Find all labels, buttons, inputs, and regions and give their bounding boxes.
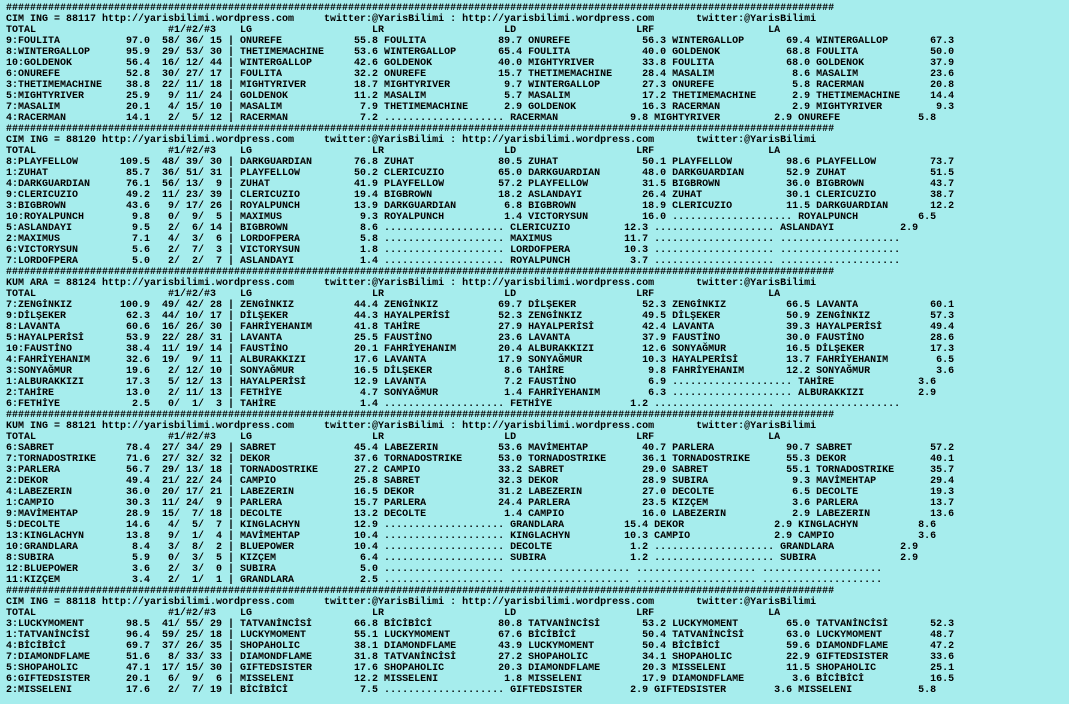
table-row: 6:FETHİYE 2.5 0/ 1/ 3 | TAHİRE 1.4 .................... FETHİYE 1.2 .................... .................... xyxy=(6,399,901,410)
table-row: 5:SHOPAHOLIC 47.1 17/ 15/ 30 | GIFTEDSISTER 17.6 SHOPAHOLIC 20.3 DIAMONDFLAME 20.3 MISSELENI 11.5 SHOPAHOLIC 25.1 xyxy=(6,663,955,674)
table-row: 10:GOLDENOK 56.4 16/ 12/ 44 | WINTERGALLOP 42.6 GOLDENOK 40.0 MIGHTYRIVER 33.8 FOULITA 68.0 GOLDENOK 37.9 xyxy=(6,58,955,69)
table-row: 1:ZUHAT 85.7 36/ 51/ 31 | PLAYFELLOW 50.2 CLERICUZIO 65.0 DARKGUARDIAN 48.0 DARKGUARDIAN 52.9 ZUHAT 51.5 xyxy=(6,168,955,179)
table-row: 3:SONYAĞMUR 19.6 2/ 12/ 10 | SONYAĞMUR 16.5 DİLŞEKER 8.6 TAHİRE 9.8 FAHRİYEHANIM 12.2 SONYAĞMUR 3.6 xyxy=(6,366,955,377)
separator-line: ########################################################################################################################################## xyxy=(6,267,835,278)
table-row: 7:TORNADOSTRIKE 71.6 27/ 32/ 32 | DEKOR 37.6 TORNADOSTRIKE 53.0 TORNADOSTRIKE 36.1 TORNADOSTRIKE 55.3 DEKOR 40.1 xyxy=(6,454,955,465)
column-headers: TOTAL #1/#2/#3 LG LR LD LRF LA xyxy=(6,25,781,36)
table-row: 6:VICTORYSUN 5.6 2/ 7/ 3 | VICTORYSUN 1.8 .................... LORDOFPERA 10.3 .................... .................... xyxy=(6,245,901,256)
table-row: 8:PLAYFELLOW 109.5 48/ 39/ 30 | DARKGUARDIAN 76.8 ZUHAT 80.5 ZUHAT 50.1 PLAYFELLOW 98.6 PLAYFELLOW 73.7 xyxy=(6,157,955,168)
race-header: KUM ARA = 88124 http://yarisbilimi.wordpress.com twitter:@YarisBilimi : http://yarisbilimi.wordpress.com twitter:@YarisBilimi xyxy=(6,278,817,289)
table-row: 3:THETIMEMACHINE 38.8 22/ 11/ 18 | MIGHTYRIVER 18.7 MIGHTYRIVER 9.7 WINTERGALLOP 27.3 ONUREFE 5.8 RACERMAN 20.8 xyxy=(6,80,955,91)
column-headers: TOTAL #1/#2/#3 LG LR LD LRF LA xyxy=(6,432,781,443)
table-row: 2:DEKOR 49.4 21/ 22/ 24 | CAMPIO 25.8 SABRET 32.3 DEKOR 28.9 SUBIRA 9.3 MAVİMEHTAP 29.4 xyxy=(6,476,955,487)
table-row: 5:ASLANDAYI 9.5 2/ 6/ 14 | BIGBROWN 8.6 .................... CLERICUZIO 12.3 .................... ASLANDAYI 2.9 xyxy=(6,223,919,234)
table-row: 11:KIZÇEM 3.4 2/ 1/ 1 | GRANDLARA 2.5 .................... .................... .................... .................... xyxy=(6,575,883,586)
table-row: 5:HAYALPERİSİ 53.9 22/ 28/ 31 | LAVANTA 25.5 FAUSTİNO 23.6 LAVANTA 37.9 FAUSTİNO 30.0 FAUSTİNO 28.6 xyxy=(6,333,955,344)
separator-line: ########################################################################################################################################## xyxy=(6,124,835,135)
table-row: 7:ZENGİNKIZ 100.9 49/ 42/ 28 | ZENGİNKIZ 44.4 ZENGİNKIZ 69.7 DİLŞEKER 52.3 ZENGİNKIZ 66.5 LAVANTA 60.1 xyxy=(6,300,955,311)
column-headers: TOTAL #1/#2/#3 LG LR LD LRF LA xyxy=(6,289,781,300)
table-row: 5:DECOLTE 14.6 4/ 5/ 7 | KINGLACHYN 12.9 .................... GRANDLARA 15.4 DEKOR 2.9 KINGLACHYN 8.6 xyxy=(6,520,937,531)
table-row: 7:DIAMONDFLAME 51.6 8/ 33/ 33 | DIAMONDFLAME 31.8 TATVANİNCİSİ 27.2 SHOPAHOLIC 34.1 SHOPAHOLIC 22.9 GIFTEDSISTER 33.6 xyxy=(6,652,955,663)
table-row: 4:RACERMAN 14.1 2/ 5/ 12 | RACERMAN 7.2 .................... RACERMAN 9.8 MIGHTYRIVER 2.9 ONUREFE 5.8 xyxy=(6,113,937,124)
table-row: 8:WINTERGALLOP 95.9 29/ 53/ 30 | THETIMEMACHINE 53.6 WINTERGALLOP 65.4 FOULITA 40.0 GOLDENOK 68.8 FOULITA 50.0 xyxy=(6,47,955,58)
table-row: 6:GIFTEDSISTER 20.1 6/ 9/ 6 | MISSELENI 12.2 MISSELENI 1.8 MISSELENI 17.9 DIAMONDFLAME 3.6 BİCİBİCİ 16.5 xyxy=(6,674,955,685)
table-row: 3:BIGBROWN 43.6 9/ 17/ 26 | ROYALPUNCH 13.9 DARKGUARDIAN 6.8 BIGBROWN 18.9 CLERICUZIO 11.5 DARKGUARDIAN 12.2 xyxy=(6,201,955,212)
table-row: 2:MAXIMUS 7.1 4/ 3/ 6 | LORDOFPERA 5.8 .................... MAXIMUS 11.7 .................... .................... xyxy=(6,234,901,245)
separator-line: ########################################################################################################################################## xyxy=(6,586,835,597)
table-row: 1:ALBURAKKIZI 17.3 5/ 12/ 13 | HAYALPERİSİ 12.9 LAVANTA 7.2 FAUSTİNO 6.9 .................... TAHİRE 3.6 xyxy=(6,377,937,388)
table-row: 7:MASALIM 20.1 4/ 15/ 10 | MASALIM 7.9 THETIMEMACHINE 2.9 GOLDENOK 16.3 RACERMAN 2.9 MIGHTYRIVER 9.3 xyxy=(6,102,955,113)
table-row: 8:SUBIRA 5.9 0/ 3/ 5 | KIZÇEM 6.4 .................... SUBIRA 1.2 .................... SUBIRA 2.9 xyxy=(6,553,919,564)
table-row: 10:FAUSTİNO 38.4 11/ 19/ 14 | FAUSTİNO 20.1 FAHRİYEHANIM 20.4 ALBURAKKIZI 12.6 SONYAĞMUR 16.5 DİLŞEKER 17.3 xyxy=(6,344,955,355)
race-header: CIM ING = 88120 http://yarisbilimi.wordpress.com twitter:@YarisBilimi : http://yarisbilimi.wordpress.com twitter:@YarisBilimi xyxy=(6,135,817,146)
table-row: 6:ONUREFE 52.8 30/ 27/ 17 | FOULITA 32.2 ONUREFE 15.7 THETIMEMACHINE 28.4 MASALIM 8.6 MASALIM 23.6 xyxy=(6,69,955,80)
table-row: 8:LAVANTA 60.6 16/ 26/ 30 | FAHRİYEHANIM 41.8 TAHİRE 27.9 HAYALPERİSİ 42.4 LAVANTA 39.3 HAYALPERİSİ 49.4 xyxy=(6,322,955,333)
table-row: 4:LABEZERIN 36.0 20/ 17/ 21 | LABEZERIN 16.5 DEKOR 31.2 LABEZERIN 27.0 DECOLTE 6.5 DECOLTE 19.3 xyxy=(6,487,955,498)
table-row: 1:CAMPIO 30.3 11/ 24/ 9 | PARLERA 15.7 PARLERA 24.4 PARLERA 23.5 KIZÇEM 3.6 PARLERA 13.7 xyxy=(6,498,955,509)
table-row: 3:PARLERA 56.7 29/ 13/ 18 | TORNADOSTRIKE 27.2 CAMPIO 33.2 SABRET 29.0 SABRET 55.1 TORNADOSTRIKE 35.7 xyxy=(6,465,955,476)
race-header: CIM ING = 88118 http://yarisbilimi.wordpress.com twitter:@YarisBilimi : http://yarisbilimi.wordpress.com twitter:@YarisBilimi xyxy=(6,597,817,608)
separator-line: ########################################################################################################################################## xyxy=(6,410,835,421)
table-row: 6:SABRET 78.4 27/ 34/ 29 | SABRET 45.4 LABEZERIN 53.6 MAVİMEHTAP 40.7 PARLERA 90.7 SABRET 57.2 xyxy=(6,443,955,454)
race-header: KUM ING = 88121 http://yarisbilimi.wordpress.com twitter:@YarisBilimi : http://yarisbilimi.wordpress.com twitter:@YarisBilimi xyxy=(6,421,817,432)
table-row: 4:FAHRİYEHANIM 32.6 19/ 9/ 11 | ALBURAKKIZI 17.6 LAVANTA 17.9 SONYAĞMUR 10.3 HAYALPERİSİ 13.7 FAHRİYEHANIM 6.5 xyxy=(6,355,955,366)
table-row: 10:ROYALPUNCH 9.8 0/ 9/ 5 | MAXIMUS 9.3 ROYALPUNCH 1.4 VICTORYSUN 16.0 .................... ROYALPUNCH 6.5 xyxy=(6,212,937,223)
table-row: 4:DARKGUARDIAN 76.1 56/ 13/ 9 | ZUHAT 41.9 PLAYFELLOW 57.2 PLAYFELLOW 31.5 BIGBROWN 36.0 BIGBROWN 43.7 xyxy=(6,179,955,190)
table-row: 9:FOULITA 97.0 58/ 36/ 15 | ONUREFE 55.8 FOULITA 89.7 ONUREFE 56.3 WINTERGALLOP 69.4 WINTERGALLOP 67.3 xyxy=(6,36,955,47)
table-row: 5:MIGHTYRIVER 25.9 9/ 11/ 24 | GOLDENOK 11.2 MASALIM 5.7 MASALIM 17.2 THETIMEMACHINE 2.9 THETIMEMACHINE 14.4 xyxy=(6,91,955,102)
table-row: 9:MAVİMEHTAP 28.9 15/ 7/ 18 | DECOLTE 13.2 DECOLTE 1.4 CAMPIO 16.0 LABEZERIN 2.9 LABEZERIN 13.6 xyxy=(6,509,955,520)
race-header: CIM ING = 88117 http://yarisbilimi.wordpress.com twitter:@YarisBilimi : http://yarisbilimi.wordpress.com twitter:@YarisBilimi xyxy=(6,14,817,25)
table-row: 10:GRANDLARA 8.4 3/ 8/ 2 | BLUEPOWER 10.4 .................... DECOLTE 1.2 .................... GRANDLARA 2.9 xyxy=(6,542,919,553)
table-row: 9:CLERICUZIO 49.2 11/ 23/ 39 | CLERICUZIO 19.4 BIGBROWN 18.2 ASLANDAYI 26.4 ZUHAT 30.1 CLERICUZIO 38.7 xyxy=(6,190,955,201)
column-headers: TOTAL #1/#2/#3 LG LR LD LRF LA xyxy=(6,608,781,619)
separator-line: ########################################################################################################################################## xyxy=(6,3,835,14)
table-row: 1:TATVANİNCİSİ 96.4 59/ 25/ 18 | LUCKYMOMENT 55.1 LUCKYMOMENT 67.6 BİCİBİCİ 50.4 TATVANİNCİSİ 63.0 LUCKYMOMENT 48.7 xyxy=(6,630,955,641)
table-row: 4:BİCİBİCİ 69.7 37/ 26/ 35 | SHOPAHOLIC 38.1 DIAMONDFLAME 43.9 LUCKYMOMENT 50.4 BİCİBİCİ 59.6 DIAMONDFLAME 47.2 xyxy=(6,641,955,652)
table-row: 13:KINGLACHYN 13.8 9/ 1/ 4 | MAVİMEHTAP 10.4 .................... KINGLACHYN 10.3 CAMPIO 2.9 CAMPIO 3.6 xyxy=(6,531,937,542)
column-headers: TOTAL #1/#2/#3 LG LR LD LRF LA xyxy=(6,146,781,157)
table-row: 2:TAHİRE 13.0 2/ 11/ 13 | FETHİYE 4.7 SONYAĞMUR 1.4 FAHRİYEHANIM 6.3 .................... ALBURAKKIZI 2.9 xyxy=(6,388,937,399)
table-row: 7:LORDOFPERA 5.0 2/ 2/ 7 | ASLANDAYI 1.4 .................... ROYALPUNCH 3.7 .................... .................... xyxy=(6,256,901,267)
table-row: 3:LUCKYMOMENT 98.5 41/ 55/ 29 | TATVANİNCİSİ 66.8 BİCİBİCİ 80.8 TATVANİNCİSİ 53.2 LUCKYMOMENT 65.0 TATVANİNCİSİ 52.3 xyxy=(6,619,955,630)
table-row: 2:MISSELENI 17.6 2/ 7/ 19 | BİCİBİCİ 7.5 .................... GIFTEDSISTER 2.9 GIFTEDSISTER 3.6 MISSELENI 5.8 xyxy=(6,685,937,696)
table-row: 9:DİLŞEKER 62.3 44/ 10/ 17 | DİLŞEKER 44.3 HAYALPERİSİ 52.3 ZENGİNKIZ 49.5 DİLŞEKER 50.9 ZENGİNKIZ 57.3 xyxy=(6,311,955,322)
table-row: 12:BLUEPOWER 3.6 2/ 3/ 0 | SUBIRA 5.0 .................... .................... .................... .................... xyxy=(6,564,883,575)
